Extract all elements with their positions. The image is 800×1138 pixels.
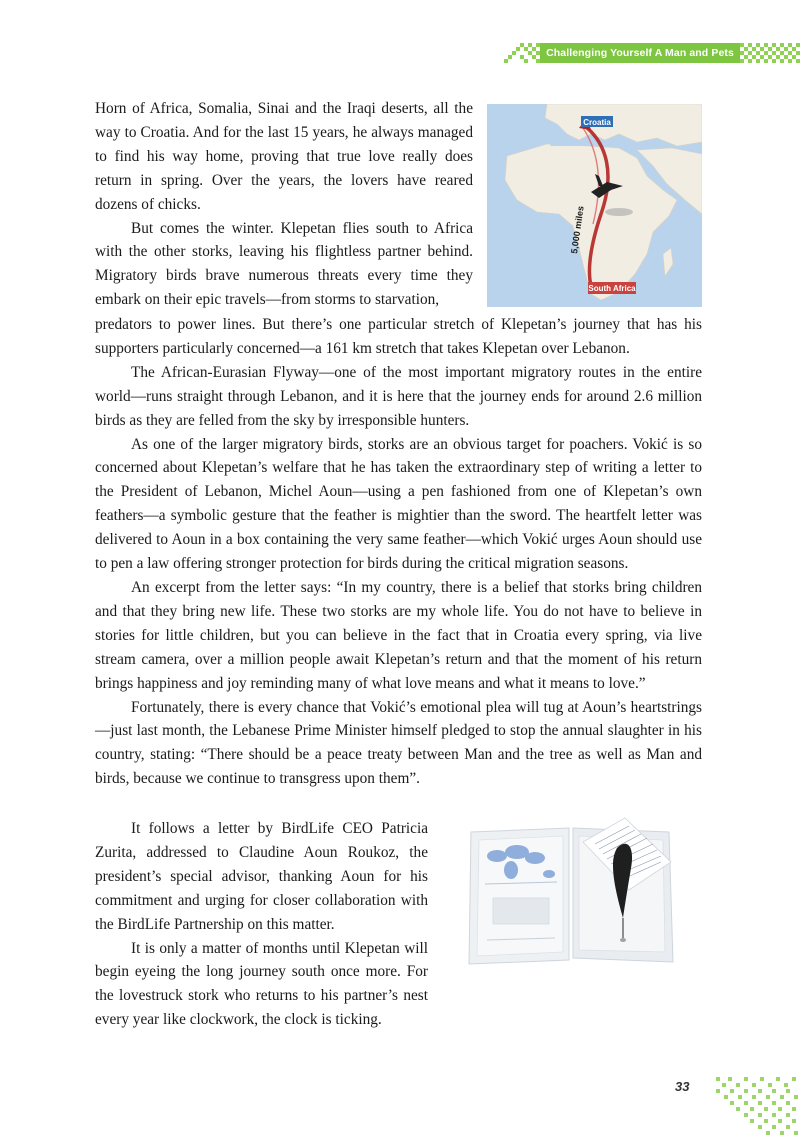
paragraph-4: As one of the larger migratory birds, storks are an obvious target for poachers. Vokić is so concerned about Klepetan’s welfare that he has taken the extraordinary step of writing a letter to the President of Lebanon, Michel Aoun—using a pen fashioned from one of Klepetan’s own feathers—a symbolic gesture that the feather is mightier than the sword. The heartfelt letter was delivered to Aoun in a box containing the very same feather—which Vokić urges Aoun should use to pen a law offering stronger protection for birds during the critical migration seasons. (95, 435, 702, 573)
map-label-croatia: Croatia (583, 118, 611, 127)
article-text-main (95, 313, 702, 791)
paragraph-5: An excerpt from the letter says: “In my country, there is a belief that storks bring children and that they bring new life. These two storks are my whole life. You do not have to believe in stories for little children, but you can believe in the fact that in Croatia every spring, via live stream camera, over a million people await Klepetan’s return and that the moment of his return brings happiness and joy reminding many of what love means and what it means to love.” (95, 578, 702, 692)
header-checker-pattern-left (500, 43, 540, 63)
map-label-distance: 5,000 miles (569, 205, 586, 255)
paragraph-3: The African-Eurasian Flyway—one of the most important migratory routes in the entire world—runs straight through Lebanon, and it is here that the journey ends for around 2.6 million birds as they are felled from the sky by irresponsible hunters. (95, 363, 702, 429)
paragraph-1: Horn of Africa, Somalia, Sinai and the Iraqi deserts, all the way to Croatia. And for the last 15 years, he always managed to find his way home, proving that true love really does return in spring. Over the years, the lovers have reared dozens of chicks. (95, 100, 473, 213)
migration-map-figure (487, 104, 702, 307)
letter-box-photo (465, 812, 677, 977)
paragraph-8: It is only a matter of months until Klepetan will begin eyeing the long journey south once more. For the lovestruck stork who returns to his partner’s nest every year like clockwork, the clock is ticking. (95, 939, 428, 1029)
map-label-south-africa: South Africa (588, 284, 636, 293)
paragraph-2-wrapped: But comes the winter. Klepetan flies south to Africa with the other storks, leaving his flightless partner behind. Migratory birds brave numerous threats every time they embark on their epic travels—from storms to starvation, (95, 219, 473, 309)
article-text-top (95, 97, 473, 312)
paragraph-6: Fortunately, there is every chance that Vokić’s emotional plea will tug at Aoun’s heartstrings—just last month, the Lebanese Prime Minister himself pledged to stop the annual slaughter in his country, stating: “There should be a peace treaty between Man and the tree as well as Man and birds, because we continue to transgress upon them”. (95, 698, 702, 788)
header-checker-pattern-right (740, 43, 800, 63)
paragraph-2-continued: predators to power lines. But there’s one particular stretch of Klepetan’s journey that has his supporters particularly concerned—a 161 km stretch that takes Klepetan over Lebanon. (95, 316, 702, 357)
page-number: 33 (675, 1079, 690, 1094)
paragraph-7: It follows a letter by BirdLife CEO Patricia Zurita, addressed to Claudine Aoun Roukoz, the president’s special advisor, thanking Aoun for his commitment and urging for closer collaboration with the BirdLife Partnership on this matter. (95, 820, 428, 933)
running-header: Challenging Yourself A Man and Pets (540, 43, 740, 63)
article-text-bottom (95, 817, 428, 1032)
footer-checker-pattern (700, 1075, 800, 1138)
